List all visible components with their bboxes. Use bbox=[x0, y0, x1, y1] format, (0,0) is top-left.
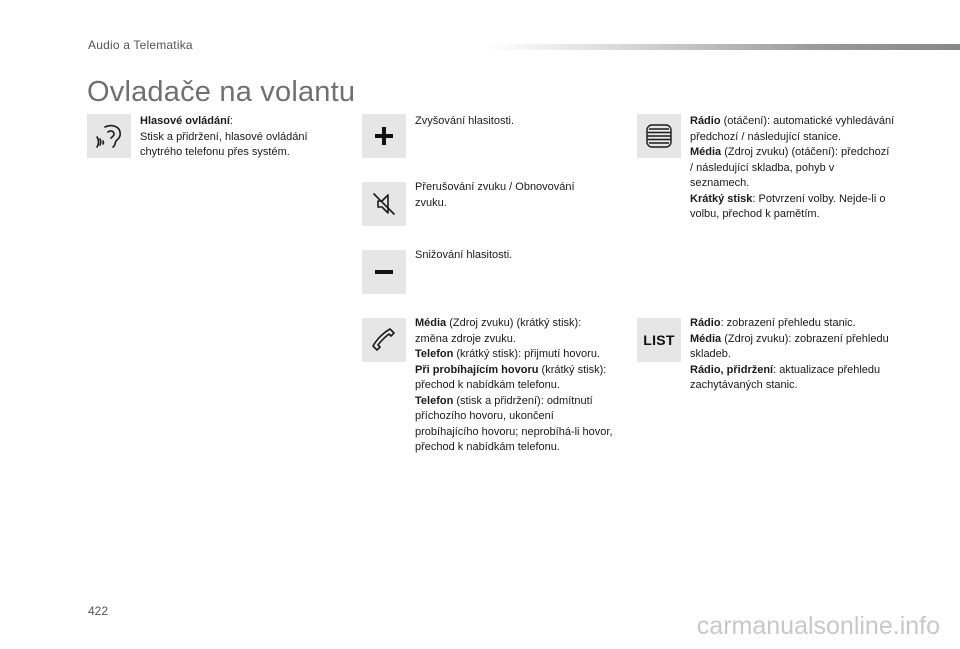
mute-description bbox=[415, 180, 605, 211]
bold-term: Média bbox=[415, 317, 447, 329]
page-number: 422 bbox=[88, 604, 109, 618]
thumbwheel-description bbox=[690, 114, 895, 223]
section-label: Audio a Telematika bbox=[88, 38, 193, 52]
plus-icon bbox=[373, 125, 395, 147]
volume-up-description bbox=[415, 114, 615, 130]
phone-icon bbox=[369, 325, 399, 355]
volume-down-tile bbox=[362, 250, 406, 294]
minus-icon bbox=[373, 261, 395, 283]
text-run: : aktualizace přehledu zachytávaných stanic. bbox=[690, 363, 881, 391]
bold-term: Média bbox=[690, 332, 722, 345]
phone-tile bbox=[362, 318, 406, 362]
mute-icon bbox=[369, 189, 399, 219]
bold-term: Při probíhajícím hovoru bbox=[415, 363, 539, 376]
mute-tile bbox=[362, 182, 406, 226]
text-run: Přerušování zvuku / Obnovování zvuku. bbox=[415, 181, 575, 209]
text-run: : Potvrzení volby. Nejde-li o volbu, přechod k pamětím. bbox=[690, 192, 886, 220]
watermark: carmanualsonline.info bbox=[696, 612, 940, 640]
text-run: (Zdroj zvuku) (otáčení): předchozí / následující skladba, pohyb v seznamech. bbox=[690, 146, 890, 189]
bold-term: Telefon bbox=[415, 394, 454, 407]
voice-command-tile bbox=[87, 114, 131, 158]
bold-term: Média bbox=[690, 146, 722, 158]
thumbwheel-icon bbox=[643, 120, 675, 152]
thumbwheel-tile bbox=[637, 114, 681, 158]
volume-up-tile bbox=[362, 114, 406, 158]
bold-term: Rádio bbox=[690, 317, 721, 329]
bold-term: Rádio bbox=[690, 115, 721, 127]
list-icon: LIST bbox=[643, 332, 675, 348]
voice-command-description bbox=[140, 114, 340, 161]
text-run: : bbox=[229, 115, 233, 127]
phone-description bbox=[415, 316, 615, 456]
text-run: : zobrazení přehledu stanic. bbox=[720, 317, 856, 329]
text-run: (stisk a přidržení): odmítnutí příchozího hovoru, ukončení probíhajícího hovoru; neprobíhá-li hovor, přechod k nabídkám telefonu. bbox=[415, 394, 613, 453]
page-title: Ovladače na volantu bbox=[87, 76, 356, 108]
bold-term: Rádio, přidržení bbox=[690, 363, 774, 376]
text-run: (krátký stisk): přechod k nabídkám telefonu. bbox=[415, 363, 607, 391]
bold-term: Krátký stisk bbox=[690, 192, 753, 205]
text-run: Stisk a přidržení, hlasové ovládání chytrého telefonu přes systém. bbox=[140, 130, 308, 158]
text-run: Snižování hlasitosti. bbox=[415, 249, 513, 261]
text-run: (Zdroj zvuku): zobrazení přehledu skladeb. bbox=[690, 332, 889, 360]
voice-command-icon bbox=[92, 119, 126, 153]
bold-term: Telefon bbox=[415, 348, 454, 360]
list-description bbox=[690, 316, 895, 394]
text-run: (krátký stisk): přijmutí hovoru. bbox=[453, 348, 600, 360]
volume-down-description bbox=[415, 248, 615, 264]
bold-term: Hlasové ovládání bbox=[140, 115, 230, 127]
text-run: (otáčení): automatické vyhledávání předchozí / následující stanice. bbox=[690, 115, 895, 143]
header-rule bbox=[488, 44, 960, 50]
text-run: Zvyšování hlasitosti. bbox=[415, 115, 515, 127]
list-tile bbox=[637, 318, 681, 362]
text-run: (Zdroj zvuku) (krátký stisk): změna zdroje zvuku. bbox=[415, 317, 582, 345]
